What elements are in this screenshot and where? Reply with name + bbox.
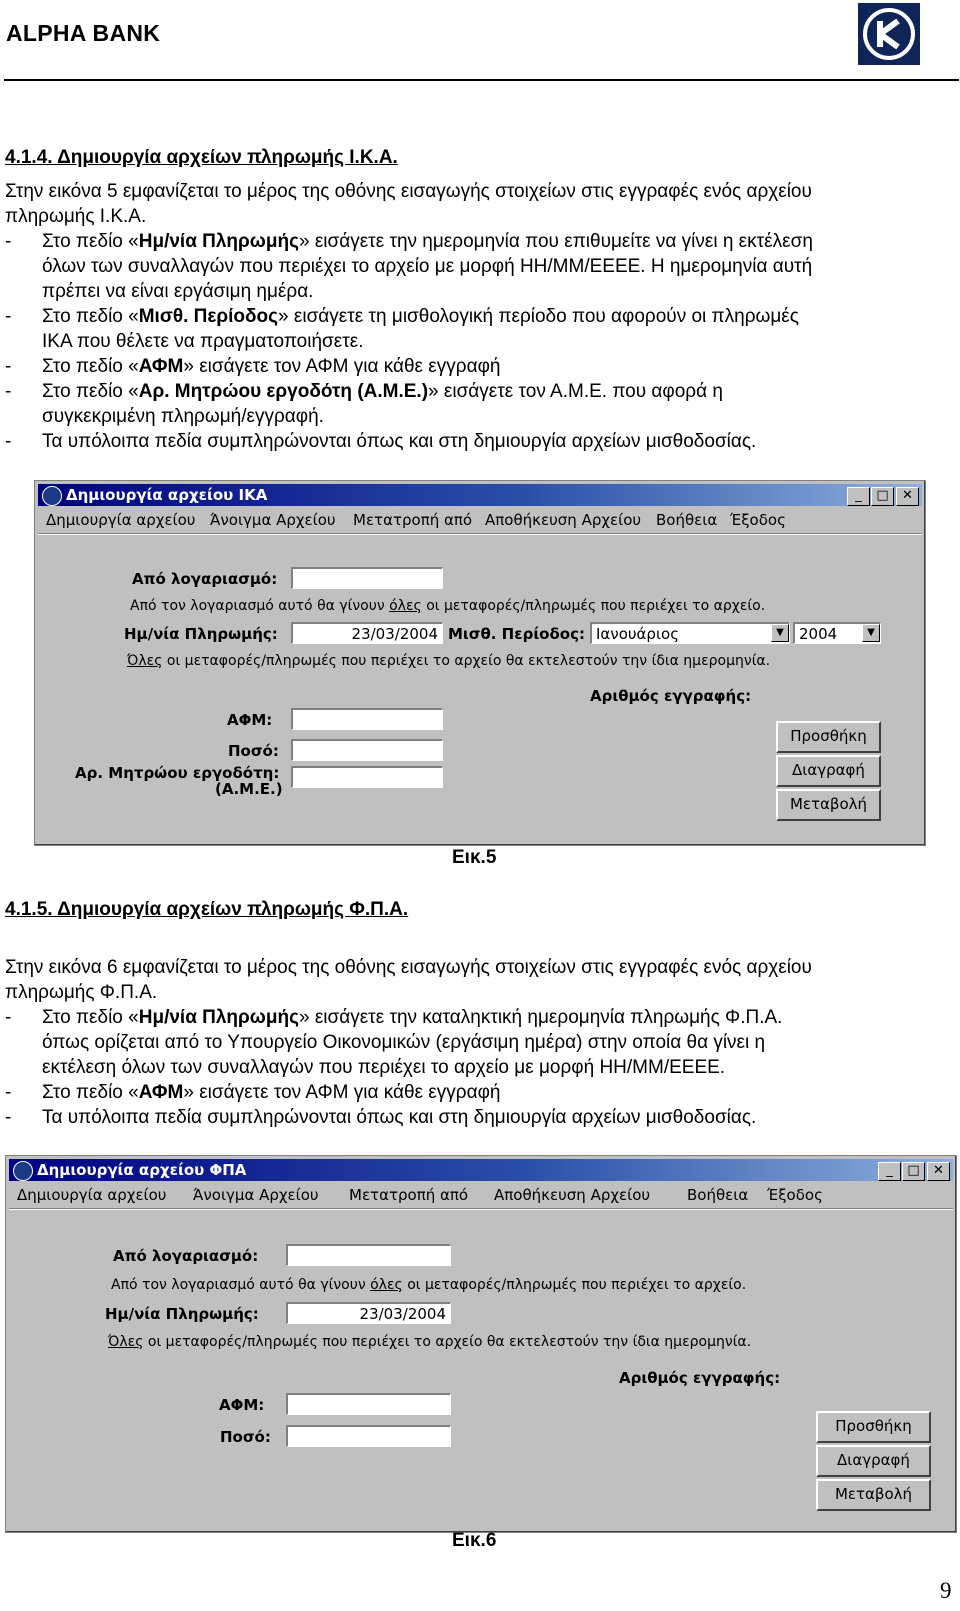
period-month-select[interactable]: Ιανουάριος ▼	[590, 622, 790, 644]
brand-name: ALPHA BANK	[6, 20, 161, 46]
app-icon	[42, 486, 62, 506]
pay-date-label: Ημ/νία Πληρωμής:	[105, 1305, 259, 1323]
pay-date-input[interactable]: 23/03/2004	[291, 622, 443, 644]
intro-ika-line1: Στην εικόνα 5 εμφανίζεται το μέρος της οθόνης εισαγωγής στοιχείων στις εγγραφές ενός αρχείου	[5, 181, 812, 202]
bullet-pay-date: - Στο πεδίο «Ημ/νία Πληρωμής» εισάγετε την ημερομηνία που επιθυμείτε να γίνει η εκτέλεση όλων των συναλλαγών που περιέχει το αρχείο με μορφή ΗΗ/ΜΜ/ΕΕΕΕ. Η ημερομηνία αυτή πρέπει να είναι εργάσιμη ημέρα.	[5, 231, 813, 302]
from-account-label: Από λογαριασμό:	[132, 570, 278, 588]
delete-button[interactable]: Διαγραφή	[776, 755, 881, 787]
menu-create-file[interactable]: Δημιουργία αρχείου	[46, 511, 196, 529]
page-number: 9	[940, 1578, 952, 1603]
menu-save-file[interactable]: Αποθήκευση Αρχείου	[494, 1186, 651, 1204]
bullet-ame: - Στο πεδίο «Αρ. Μητρώου εργοδότη (Α.Μ.Ε.)» εισάγετε τον Α.Μ.Ε. που αφορά η συγκεκριμένη πληρωμή/εγγραφή.	[5, 381, 723, 427]
menu-exit[interactable]: Έξοδος	[767, 1186, 823, 1204]
intro-ika-line2: πληρωμής Ι.Κ.Α.	[5, 206, 147, 227]
bullet-period: - Στο πεδίο «Μισθ. Περίοδος» εισάγετε τη μισθολογική περίοδο που αφορούν οι πληρωμές ΙΚΑ που θέλετε να πραγματοποιήσετε.	[5, 306, 799, 352]
ame-label: Αρ. Μητρώου εργοδότη:	[75, 764, 280, 782]
menu-help[interactable]: Βοήθεια	[656, 511, 718, 529]
from-account-note: Από τον λογαριασμό αυτό θα γίνουν όλες οι μεταφορές/πληρωμές που περιέχει το αρχείο.	[130, 598, 766, 614]
amount-input[interactable]	[286, 1425, 451, 1447]
close-button[interactable]: ✕	[927, 1162, 950, 1181]
same-date-note: Όλες οι μεταφορές/πληρωμές που περιέχει το αρχείο θα εκτελεστούν την ίδια ημερομηνία.	[108, 1334, 752, 1350]
figure-caption-6: Εικ.6	[452, 1530, 497, 1551]
change-button[interactable]: Μεταβολή	[816, 1479, 931, 1511]
change-button[interactable]: Μεταβολή	[776, 789, 881, 821]
ame-input[interactable]	[291, 766, 443, 788]
menu-exit[interactable]: Έξοδος	[730, 511, 786, 529]
afm-input[interactable]	[286, 1393, 451, 1415]
from-account-note: Από τον λογαριασμό αυτό θα γίνουν όλες οι μεταφορές/πληρωμές που περιέχει το αρχείο.	[111, 1277, 747, 1293]
from-account-label: Από λογαριασμό:	[113, 1247, 259, 1265]
ika-window-title: Δημιουργία αρχείου ΙΚΑ	[66, 486, 268, 504]
chevron-down-icon[interactable]: ▼	[862, 624, 880, 642]
record-number-label: Αριθμός εγγραφής:	[590, 687, 752, 705]
ika-dialog-window	[34, 480, 926, 846]
amount-label: Ποσό:	[228, 742, 279, 760]
fpa-titlebar	[9, 1159, 953, 1181]
ika-titlebar	[38, 484, 922, 506]
menu-separator	[38, 533, 922, 535]
bullet-fpa-pay-date: - Στο πεδίο «Ημ/νία Πληρωμής» εισάγετε την καταληκτική ημερομηνία πληρωμής Φ.Π.Α. όπως ορίζεται από το Υπουργείο Οικονομικών (εργάσιμη ημέρα) στην οποία θα γίνει η εκτέλεση όλων των συναλλαγών που περιέχει το αρχείο με μορφή ΗΗ/ΜΜ/ΕΕΕΕ.	[5, 1007, 783, 1078]
pay-date-input[interactable]: 23/03/2004	[286, 1302, 451, 1324]
menu-save-file[interactable]: Αποθήκευση Αρχείου	[485, 511, 642, 529]
menu-open-file[interactable]: Άνοιγμα Αρχείου	[193, 1186, 319, 1204]
header-rule	[4, 79, 959, 81]
close-button[interactable]: ✕	[896, 487, 919, 506]
menu-create-file[interactable]: Δημιουργία αρχείου	[17, 1186, 167, 1204]
menu-help[interactable]: Βοήθεια	[687, 1186, 749, 1204]
add-button[interactable]: Προσθήκη	[816, 1411, 931, 1443]
bullet-rest: - Τα υπόλοιπα πεδία συμπληρώνονται όπως και στη δημιουργία αρχείων μισθοδοσίας.	[5, 431, 757, 452]
fpa-dialog-window	[5, 1155, 957, 1533]
minimize-button[interactable]: _	[878, 1162, 901, 1181]
afm-label: ΑΦΜ:	[219, 1396, 265, 1414]
intro-fpa-line2: πληρωμής Φ.Π.Α.	[5, 982, 158, 1003]
app-icon	[13, 1161, 33, 1181]
section-title-fpa: 4.1.5. Δημιουργία αρχείων πληρωμής Φ.Π.Α.	[5, 899, 409, 920]
fpa-menubar	[9, 1184, 953, 1206]
ame-label-abbr: (Α.Μ.Ε.)	[215, 780, 283, 798]
intro-fpa-line1: Στην εικόνα 6 εμφανίζεται το μέρος της οθόνης εισαγωγής στοιχείων στις εγγραφές ενός αρχείου	[5, 957, 812, 978]
figure-caption-5: Εικ.5	[452, 847, 497, 868]
menu-separator	[9, 1208, 953, 1210]
period-year-select[interactable]: 2004 ▼	[793, 622, 881, 644]
same-date-note: Όλες οι μεταφορές/πληρωμές που περιέχει το αρχείο θα εκτελεστούν την ίδια ημερομηνία.	[127, 653, 771, 669]
chevron-down-icon[interactable]: ▼	[771, 624, 789, 642]
afm-label: ΑΦΜ:	[227, 711, 273, 729]
amount-label: Ποσό:	[220, 1428, 271, 1446]
bullet-fpa-afm: - Στο πεδίο «ΑΦΜ» εισάγετε τον ΑΦΜ για κάθε εγγραφή	[5, 1082, 501, 1103]
logo-icon	[858, 3, 920, 65]
minimize-button[interactable]: _	[847, 487, 870, 506]
bullet-afm: - Στο πεδίο «ΑΦΜ» εισάγετε τον ΑΦΜ για κάθε εγγραφή	[5, 356, 501, 377]
maximize-button[interactable]: □	[902, 1162, 925, 1181]
afm-input[interactable]	[291, 708, 443, 730]
menu-open-file[interactable]: Άνοιγμα Αρχείου	[210, 511, 336, 529]
maximize-button[interactable]: □	[871, 487, 894, 506]
bullet-fpa-rest: - Τα υπόλοιπα πεδία συμπληρώνονται όπως και στη δημιουργία αρχείων μισθοδοσίας.	[5, 1107, 757, 1128]
period-label: Μισθ. Περίοδος:	[448, 625, 585, 643]
section-title-ika: 4.1.4. Δημιουργία αρχείων πληρωμής Ι.Κ.Α.	[5, 147, 398, 168]
record-number-label: Αριθμός εγγραφής:	[619, 1369, 781, 1387]
menu-convert-from[interactable]: Μετατροπή από	[353, 511, 473, 529]
ika-menubar	[38, 509, 922, 531]
alpha-bank-logo	[858, 3, 920, 65]
pay-date-label: Ημ/νία Πληρωμής:	[124, 625, 278, 643]
from-account-input[interactable]	[291, 567, 443, 589]
menu-convert-from[interactable]: Μετατροπή από	[349, 1186, 469, 1204]
amount-input[interactable]	[291, 739, 443, 761]
add-button[interactable]: Προσθήκη	[776, 721, 881, 753]
delete-button[interactable]: Διαγραφή	[816, 1445, 931, 1477]
fpa-window-title: Δημιουργία αρχείου ΦΠΑ	[37, 1161, 247, 1179]
from-account-input[interactable]	[286, 1244, 451, 1266]
